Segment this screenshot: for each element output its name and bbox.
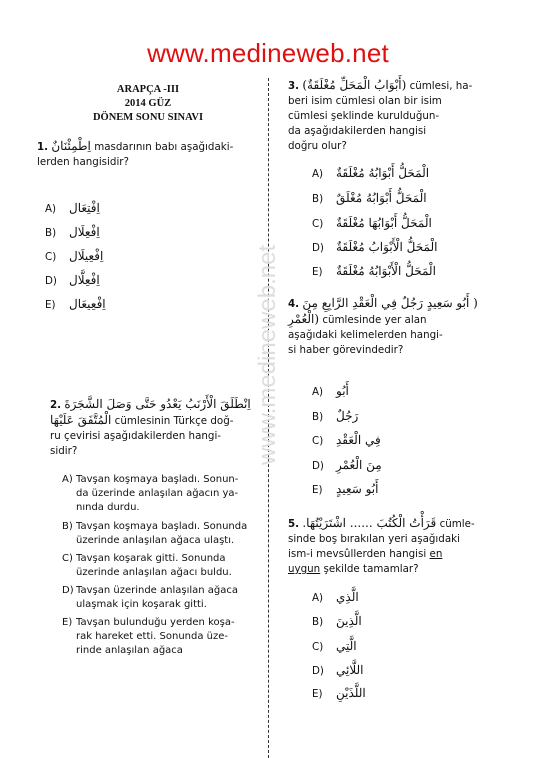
option-text: اِفْعِيعَال (69, 297, 106, 311)
question-text: beri isim cümlesi olan bir isim (288, 95, 442, 107)
q1-option-b[interactable] (45, 225, 100, 240)
question-text: lerden hangisidir? (37, 156, 129, 168)
option-label: E) (312, 688, 323, 700)
question-text: sinde boş bırakılan yeri aşağıdaki (288, 533, 460, 545)
question-arabic: الْمُتَّفَقَ عَلَيْهَا (50, 413, 112, 427)
option-text: الْمَحَلُّ أَبْوَابُهُ مُغْلَقَةٌ (336, 166, 430, 180)
question-4 (288, 296, 500, 358)
option-label: E) (62, 617, 73, 628)
option-label: A) (312, 592, 324, 604)
q5-option-d[interactable] (312, 663, 364, 678)
option-label: E) (312, 484, 323, 496)
q4-option-a[interactable] (312, 384, 349, 399)
option-text: الْمَحَلُّ الْأَبْوَابُهُ مُغْلَقَةٌ (336, 264, 436, 278)
option-label: C) (312, 218, 324, 230)
option-text: الَّتِي (336, 639, 357, 653)
question-number: 4. (288, 298, 300, 310)
option-line: Tavşan koşarak gitti. Sonunda (76, 553, 226, 564)
option-label: D) (45, 275, 57, 287)
question-text: da aşağıdakilerden hangisi (288, 125, 427, 137)
question-arabic: ( أَبُو سَعِيدٍ رَجُلٌ فِي الْعَقْدِ الرَّابِعِ مِنَ (302, 296, 478, 310)
option-label: E) (45, 299, 56, 311)
question-text: cümle- (439, 518, 475, 530)
q4-option-e[interactable] (312, 482, 378, 497)
option-line: üzerinde anlaşılan ağaca ulaştı. (76, 535, 235, 546)
q4-option-c[interactable] (312, 433, 381, 448)
question-arabic: (الْعُمْرِ (288, 312, 320, 326)
option-line: ulaşmak için koşarak gitti. (76, 599, 207, 610)
question-number: 3. (288, 80, 300, 92)
watermark: www.medineweb.net (254, 244, 281, 465)
question-text: şekilde tamamlar? (323, 563, 419, 575)
question-arabic: اِطْمِئْنَانٌ (51, 139, 91, 153)
option-line: Tavşan koşmaya başladı. Sonunda (76, 521, 248, 532)
option-text: اِفْعِيلَال (69, 249, 104, 263)
option-text: الْمَحَلُّ أَبْوَابُهَا مُغْلَقَةٌ (336, 216, 432, 230)
option-label: C) (312, 641, 324, 653)
emphasis-uygun: uygun (288, 563, 321, 575)
option-text: اِفْعِلَال (69, 225, 100, 239)
q3-option-c[interactable] (312, 216, 432, 231)
exam-header (68, 83, 228, 125)
site-header-title: www.medineweb.net (147, 38, 389, 68)
q2-option-e[interactable] (62, 616, 256, 658)
q2-option-b[interactable] (62, 520, 256, 548)
option-text: الَّذِينَ (336, 614, 362, 628)
q4-option-b[interactable] (312, 409, 358, 424)
option-line: rak hareket etti. Sonunda üze- (76, 631, 229, 642)
q2-option-c[interactable] (62, 552, 256, 580)
option-label: B) (45, 227, 57, 239)
question-number: 5. (288, 518, 300, 530)
option-label: A) (62, 474, 73, 485)
option-text: مِنَ الْعُمْرِ (336, 458, 382, 472)
option-line: rinde anlaşılan ağaca (76, 645, 183, 656)
option-text: أَبُو (336, 384, 349, 398)
q3-option-d[interactable] (312, 240, 437, 255)
question-3 (288, 78, 500, 154)
question-text: cümlesi şeklinde kurulduğun- (288, 110, 440, 122)
question-text: masdarının babı aşağıdaki- (94, 141, 234, 153)
q2-option-a[interactable] (62, 473, 256, 515)
question-arabic: قَرَأْتُ الْكُتُبَ ...... اشْتَرَيْتُهَا. (302, 516, 437, 530)
option-text: اِفْتِعَال (69, 201, 100, 215)
option-text: اللَّذَيْنِ (336, 686, 366, 700)
exam-course: ARAPÇA -III (116, 84, 180, 95)
option-label: A) (45, 203, 57, 215)
exam-type: DÖNEM SONU SINAVI (92, 112, 204, 123)
question-number: 2. (50, 399, 62, 411)
question-text: doğru olur? (288, 140, 347, 152)
option-line: da üzerinde anlaşılan ağacın ya- (76, 488, 239, 499)
exam-term: 2014 GÜZ (124, 98, 172, 109)
option-text: فِي الْعَقْدِ (336, 433, 381, 447)
option-line: Tavşan koşmaya başladı. Sonun- (76, 474, 239, 485)
question-text: si haber görevindedir? (288, 344, 404, 356)
option-label: A) (312, 386, 324, 398)
option-label: C) (62, 553, 73, 564)
question-5 (288, 516, 500, 577)
option-label: E) (312, 266, 323, 278)
question-text: cümlesinin Türkçe doğ- (114, 415, 234, 427)
option-label: C) (312, 435, 324, 447)
question-2 (50, 397, 255, 459)
q3-option-a[interactable] (312, 166, 429, 181)
question-text: aşağıdaki kelimelerden hangi- (288, 329, 443, 341)
question-text: sidir? (50, 445, 78, 457)
question-arabic: اِنْطَلَقَ الْأَرْنَبُ يَعْدُو حَتَّى وَصَلَ الشَّجَرَةَ (64, 397, 251, 411)
q5-option-b[interactable] (312, 614, 362, 629)
q5-option-c[interactable] (312, 639, 357, 654)
question-text: cümlesinde yer alan (322, 314, 427, 326)
q2-option-d[interactable] (62, 584, 256, 612)
question-arabic: (أَبْوَابُ الْمَحَلِّ مُغْلَقَةٌ) (302, 78, 407, 92)
option-text: رَجُلٌ (336, 409, 359, 423)
q4-option-d[interactable] (312, 458, 382, 473)
option-label: D) (62, 585, 74, 596)
q1-option-d[interactable] (45, 273, 100, 288)
option-label: D) (312, 665, 324, 677)
option-text: الَّذِي (336, 590, 359, 604)
emphasis-en: en (429, 548, 443, 560)
option-label: A) (312, 168, 324, 180)
option-label: D) (312, 460, 324, 472)
q5-option-a[interactable] (312, 590, 359, 605)
question-text: ru çevirisi aşağıdakilerden hangi- (50, 430, 222, 442)
option-label: B) (62, 521, 73, 532)
option-line: üzerinde anlaşılan ağacı buldu. (76, 567, 232, 578)
question-1 (37, 139, 252, 170)
question-text: ism-i mevsûllerden hangisi (288, 548, 427, 560)
option-label: C) (45, 251, 57, 263)
q3-option-e[interactable] (312, 264, 436, 279)
option-text: الْمَحَلُّ الْأَبْوَابُ مُغْلَقَةٌ (336, 240, 438, 254)
option-label: B) (312, 616, 324, 628)
option-line: Tavşan bulunduğu yerden koşa- (76, 617, 235, 628)
option-label: B) (312, 411, 324, 423)
question-number: 1. (37, 141, 49, 153)
q3-option-b[interactable] (312, 191, 427, 206)
q1-option-c[interactable] (45, 249, 103, 264)
q1-option-a[interactable] (45, 201, 100, 216)
option-text: الْمَحَلُّ أَبْوَابُهُ مُغْلَقٌ (336, 191, 427, 205)
q1-option-e[interactable] (45, 297, 106, 312)
option-line: Tavşan üzerinde anlaşılan ağaca (76, 585, 239, 596)
option-text: اللَّائِي (336, 663, 364, 677)
option-text: أَبُو سَعِيدٍ (336, 482, 379, 496)
q5-option-e[interactable] (312, 686, 366, 701)
option-label: D) (312, 242, 324, 254)
option-label: B) (312, 193, 324, 205)
option-text: اِفْعِلَّال (69, 273, 100, 287)
option-line: nında durdu. (76, 502, 140, 513)
question-text: cümlesi, ha- (409, 80, 473, 92)
